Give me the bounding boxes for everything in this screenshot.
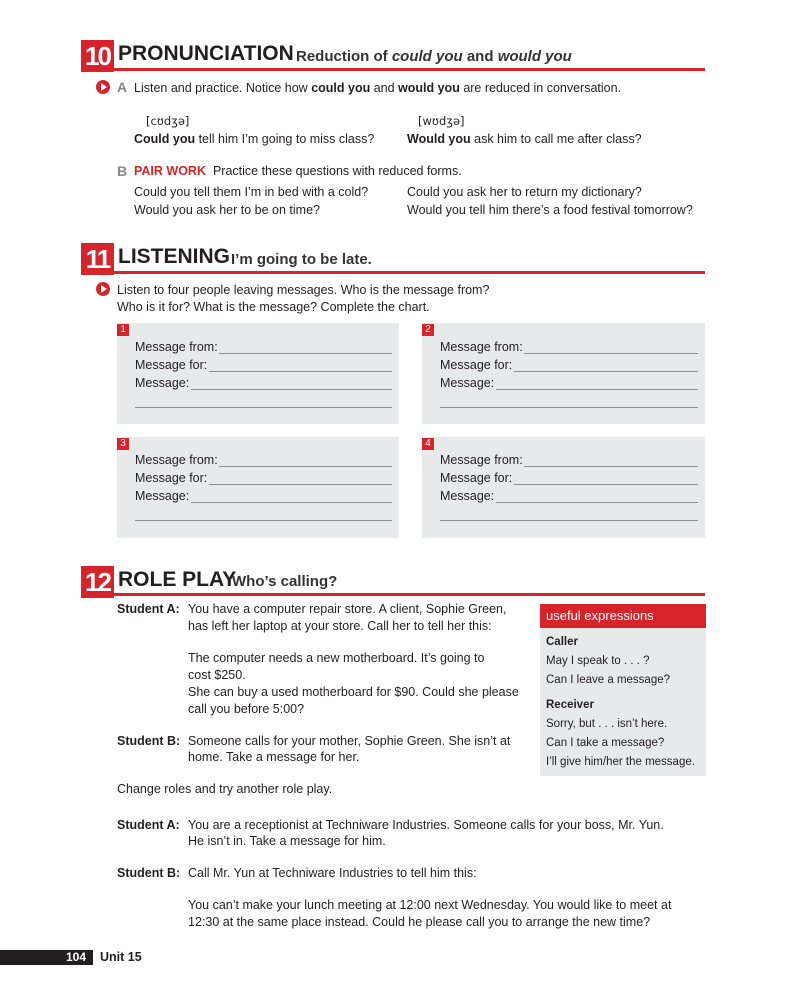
section-subtitle-pronunciation: Reduction of could you and would you	[296, 48, 572, 65]
section-rule	[114, 593, 705, 596]
message-box-2	[422, 323, 705, 424]
practice-question-4: Would you tell him there’s a food festival tomorrow?	[407, 203, 693, 217]
section-number-12: 12	[81, 566, 114, 598]
listening-instruction-1: Listen to four people leaving messages. Who is the message from?	[117, 283, 490, 297]
role-b2-line-3: 12:30 at the same place instead. Could he please call you to arrange the new time?	[188, 915, 651, 929]
message-line[interactable]	[496, 502, 698, 503]
message-for-label: Message for:	[440, 358, 513, 372]
part-b-letter: B	[117, 163, 128, 179]
caller-expression-2: Can I leave a message?	[546, 674, 671, 686]
section-title-role-play: ROLE PLAY	[118, 568, 237, 591]
role-a1-line-1: You have a computer repair store. A client, Sophie Green,	[188, 602, 507, 616]
section-subtitle-listening: I’m going to be late.	[231, 251, 372, 268]
message-from-line[interactable]	[524, 466, 698, 467]
message-line[interactable]	[191, 389, 392, 390]
student-b-label: Student B:	[117, 734, 181, 748]
receiver-heading: Receiver	[546, 699, 594, 711]
message-for-label: Message for:	[135, 358, 208, 372]
useful-expressions-panel	[540, 604, 706, 776]
useful-expressions-title: useful expressions	[540, 604, 706, 628]
message-box-3	[117, 437, 399, 538]
student-a-label: Student A:	[117, 818, 180, 832]
message-from-line[interactable]	[219, 353, 392, 354]
message-label: Message:	[135, 376, 190, 390]
practice-question-3: Could you ask her to return my dictionary?	[407, 185, 642, 199]
page-number: 104	[66, 950, 87, 964]
section-subtitle-role-play: Who’s calling?	[232, 573, 338, 590]
example-could-you: Could you tell him I’m going to miss class?	[134, 132, 375, 146]
receiver-expression-3: I’ll give him/her the message.	[546, 756, 695, 768]
ipa-could-you: [cʊdʒə]	[146, 114, 190, 128]
message-line-2[interactable]	[440, 520, 698, 521]
message-for-line[interactable]	[514, 484, 698, 485]
message-from-label: Message from:	[135, 340, 218, 354]
role-b1-line-1: Someone calls for your mother, Sophie Green. She isn’t at	[188, 734, 511, 748]
role-a1-line-6: call you before 5:00?	[188, 702, 305, 716]
part-a-instruction: Listen and practice. Notice how could you and would you are reduced in conversation.	[134, 81, 622, 95]
message-from-label: Message from:	[440, 453, 523, 467]
section-title-listening: LISTENING	[118, 245, 231, 268]
role-b1-line-2: home. Take a message for her.	[188, 750, 360, 764]
message-line-2[interactable]	[135, 520, 392, 521]
section-title-pronunciation: PRONUNCIATION	[118, 42, 294, 65]
role-a1-line-2: has left her laptop at your store. Call her to tell her this:	[188, 619, 492, 633]
unit-label: Unit 15	[100, 950, 142, 964]
section-number-10: 10	[81, 40, 114, 72]
message-line[interactable]	[191, 502, 392, 503]
practice-question-1: Could you tell them I’m in bed with a cold?	[134, 185, 369, 199]
listening-instruction-2: Who is it for? What is the message? Complete the chart.	[117, 300, 430, 314]
ipa-would-you: [wʊdʒə]	[418, 114, 465, 128]
message-for-line[interactable]	[514, 371, 698, 372]
box-number: 1	[117, 324, 129, 336]
section-rule	[114, 68, 705, 71]
role-a2-line-1: You are a receptionist at Techniware Industries. Someone calls for your boss, Mr. Yun.	[188, 818, 664, 832]
message-from-line[interactable]	[524, 353, 698, 354]
message-from-label: Message from:	[440, 340, 523, 354]
message-for-label: Message for:	[440, 471, 513, 485]
message-line-2[interactable]	[135, 407, 392, 408]
student-a-label: Student A:	[117, 602, 180, 616]
message-label: Message:	[440, 489, 495, 503]
student-b-label: Student B:	[117, 866, 181, 880]
audio-play-icon[interactable]	[96, 282, 110, 296]
caller-heading: Caller	[546, 636, 578, 648]
section-rule	[114, 271, 705, 274]
message-label: Message:	[440, 376, 495, 390]
message-for-label: Message for:	[135, 471, 208, 485]
audio-play-icon[interactable]	[96, 80, 110, 94]
role-a1-line-4: cost $250.	[188, 668, 246, 682]
receiver-expression-2: Can I take a message?	[546, 737, 665, 749]
box-number: 3	[117, 438, 129, 450]
message-line-2[interactable]	[440, 407, 698, 408]
box-number: 2	[422, 324, 434, 336]
message-line[interactable]	[496, 389, 698, 390]
message-label: Message:	[135, 489, 190, 503]
message-for-line[interactable]	[209, 371, 392, 372]
section-number-11: 11	[81, 243, 114, 275]
message-for-line[interactable]	[209, 484, 392, 485]
practice-question-2: Would you ask her to be on time?	[134, 203, 320, 217]
message-box-4	[422, 437, 705, 538]
message-from-line[interactable]	[219, 466, 392, 467]
box-number: 4	[422, 438, 434, 450]
receiver-expression-1: Sorry, but . . . isn’t here.	[546, 718, 668, 730]
role-b2-line-2: You can’t make your lunch meeting at 12:00 next Wednesday. You would like to meet at	[188, 898, 672, 912]
message-from-label: Message from:	[135, 453, 218, 467]
change-roles-text: Change roles and try another role play.	[117, 782, 333, 796]
part-b-instruction: PAIR WORK Practice these questions with reduced forms.	[134, 164, 462, 178]
part-a-letter: A	[117, 79, 128, 95]
role-a1-line-3: The computer needs a new motherboard. It’s going to	[188, 651, 485, 665]
example-would-you: Would you ask him to call me after class?	[407, 132, 642, 146]
role-a2-line-2: He isn’t in. Take a message for him.	[188, 834, 386, 848]
message-box-1	[117, 323, 399, 424]
role-b2-line-1: Call Mr. Yun at Techniware Industries to tell him this:	[188, 866, 477, 880]
caller-expression-1: May I speak to . . . ?	[546, 655, 650, 667]
role-a1-line-5: She can buy a used motherboard for $90. Could she please	[188, 685, 519, 699]
